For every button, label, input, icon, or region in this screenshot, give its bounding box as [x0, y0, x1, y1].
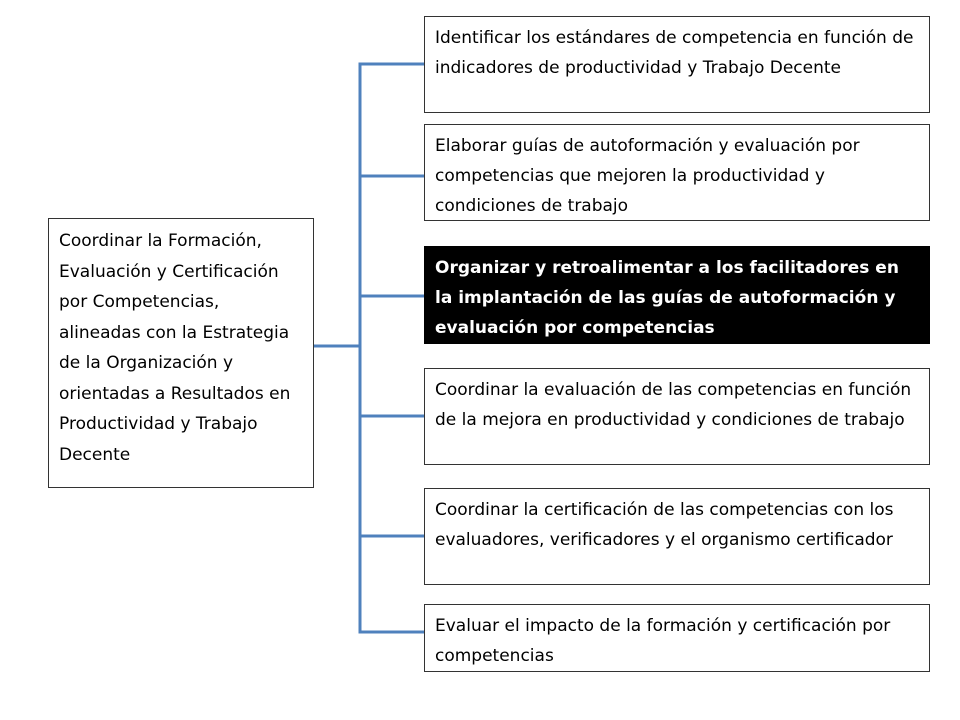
branch-node-text: Elaborar guías de autoformación y evaluación por competencias que mejoren la productividad y condiciones de trabajo [435, 136, 860, 216]
branch-node-2-highlighted [424, 246, 930, 344]
branch-node-text: Coordinar la evaluación de las competencias en función de la mejora en productividad y condiciones de trabajo [435, 380, 912, 430]
root-node [48, 218, 314, 488]
branch-node-text: Identificar los estándares de competencia en función de indicadores de productividad y Trabajo Decente [435, 28, 914, 78]
branch-node-1 [424, 124, 930, 221]
branch-node-text: Organizar y retroalimentar a los facilitadores en la implantación de las guías de autoformación y evaluación por competencias [435, 258, 899, 338]
branch-node-0 [424, 16, 930, 113]
branch-node-text: Evaluar el impacto de la formación y certificación por competencias [435, 616, 891, 666]
branch-node-5 [424, 604, 930, 672]
branch-node-4 [424, 488, 930, 585]
root-node-text: Coordinar la Formación, Evaluación y Certificación por Competencias, alineadas con la Estrategia de la Organización y orientadas a Resultados en Productividad y Trabajo Decente [59, 231, 291, 465]
branch-node-text: Coordinar la certificación de las competencias con los evaluadores, verificadores y el organismo certificador [435, 500, 894, 550]
branch-node-3 [424, 368, 930, 465]
